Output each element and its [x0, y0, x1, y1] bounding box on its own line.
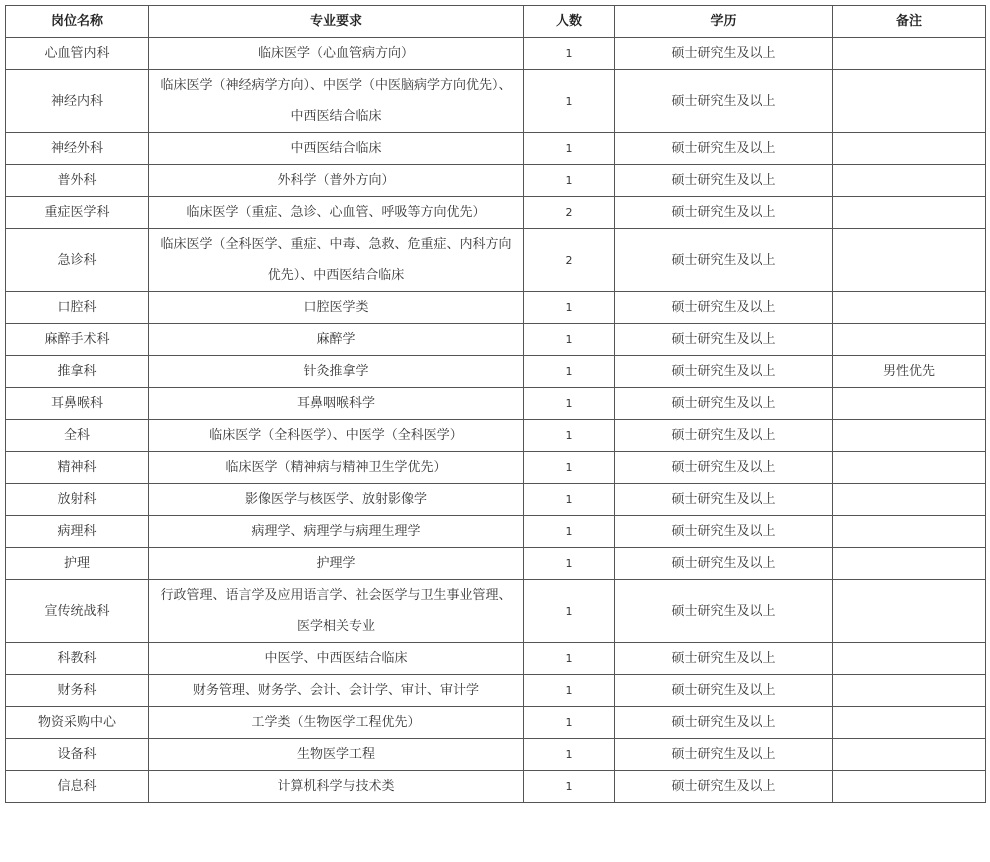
table-row: [6, 165, 986, 197]
cell-remarks: [833, 739, 986, 771]
table-row: [6, 324, 986, 356]
recruitment-table: [5, 5, 986, 803]
cell-remarks: [833, 516, 986, 548]
cell-major-requirement: 外科学（普外方向）: [149, 165, 524, 197]
cell-position-name: 耳鼻喉科: [6, 388, 149, 420]
cell-headcount: 1: [524, 739, 615, 771]
cell-major-requirement: 中西医结合临床: [149, 133, 524, 165]
cell-headcount: 1: [524, 324, 615, 356]
cell-major-requirement: 生物医学工程: [149, 739, 524, 771]
cell-education: 硕士研究生及以上: [615, 675, 833, 707]
cell-remarks: [833, 38, 986, 70]
table-row: [6, 675, 986, 707]
table-row: [6, 452, 986, 484]
cell-position-name: 推拿科: [6, 356, 149, 388]
cell-position-name: 设备科: [6, 739, 149, 771]
cell-major-requirement: 中医学、中西医结合临床: [149, 643, 524, 675]
cell-remarks: [833, 548, 986, 580]
cell-remarks: [833, 165, 986, 197]
table-row: [6, 38, 986, 70]
cell-headcount: 1: [524, 516, 615, 548]
cell-education: 硕士研究生及以上: [615, 739, 833, 771]
table-row: [6, 356, 986, 388]
cell-education: 硕士研究生及以上: [615, 324, 833, 356]
cell-education: 硕士研究生及以上: [615, 452, 833, 484]
cell-position-name: 病理科: [6, 516, 149, 548]
table-row: [6, 70, 986, 133]
cell-remarks: [833, 484, 986, 516]
cell-remarks: [833, 580, 986, 643]
cell-education: 硕士研究生及以上: [615, 165, 833, 197]
cell-position-name: 信息科: [6, 771, 149, 803]
cell-education: 硕士研究生及以上: [615, 771, 833, 803]
table-row: [6, 580, 986, 643]
cell-education: 硕士研究生及以上: [615, 292, 833, 324]
cell-remarks: [833, 133, 986, 165]
cell-remarks: [833, 675, 986, 707]
table-row: [6, 229, 986, 292]
cell-major-requirement: 临床医学（全科医学）、中医学（全科医学）: [149, 420, 524, 452]
cell-headcount: 1: [524, 388, 615, 420]
cell-major-requirement: 财务管理、财务学、会计、会计学、审计、审计学: [149, 675, 524, 707]
cell-major-requirement: 病理学、病理学与病理生理学: [149, 516, 524, 548]
cell-education: 硕士研究生及以上: [615, 356, 833, 388]
table-row: [6, 388, 986, 420]
cell-remarks: [833, 707, 986, 739]
cell-headcount: 2: [524, 197, 615, 229]
cell-headcount: 2: [524, 229, 615, 292]
table-row: [6, 133, 986, 165]
cell-position-name: 科教科: [6, 643, 149, 675]
cell-position-name: 护理: [6, 548, 149, 580]
cell-headcount: 1: [524, 292, 615, 324]
cell-position-name: 财务科: [6, 675, 149, 707]
cell-headcount: 1: [524, 38, 615, 70]
cell-major-requirement: 计算机科学与技术类: [149, 771, 524, 803]
cell-position-name: 重症医学科: [6, 197, 149, 229]
cell-headcount: 1: [524, 643, 615, 675]
cell-education: 硕士研究生及以上: [615, 388, 833, 420]
table-body: [6, 38, 986, 803]
cell-headcount: 1: [524, 771, 615, 803]
cell-headcount: 1: [524, 70, 615, 133]
cell-major-requirement: 护理学: [149, 548, 524, 580]
cell-position-name: 口腔科: [6, 292, 149, 324]
cell-education: 硕士研究生及以上: [615, 516, 833, 548]
table-row: [6, 484, 986, 516]
table-header-row: [6, 6, 986, 38]
header-remarks: 备注: [833, 6, 986, 38]
cell-position-name: 放射科: [6, 484, 149, 516]
cell-education: 硕士研究生及以上: [615, 707, 833, 739]
cell-major-requirement: 临床医学（精神病与精神卫生学优先）: [149, 452, 524, 484]
cell-headcount: 1: [524, 580, 615, 643]
cell-headcount: 1: [524, 452, 615, 484]
table-row: [6, 739, 986, 771]
cell-headcount: 1: [524, 707, 615, 739]
cell-major-requirement: 工学类（生物医学工程优先）: [149, 707, 524, 739]
table-row: [6, 292, 986, 324]
cell-major-requirement: 麻醉学: [149, 324, 524, 356]
cell-remarks: 男性优先: [833, 356, 986, 388]
cell-major-requirement: 临床医学（重症、急诊、心血管、呼吸等方向优先）: [149, 197, 524, 229]
cell-position-name: 神经内科: [6, 70, 149, 133]
cell-major-requirement: 临床医学（全科医学、重症、中毒、急救、危重症、内科方向优先）、中西医结合临床: [149, 229, 524, 292]
cell-position-name: 普外科: [6, 165, 149, 197]
cell-remarks: [833, 324, 986, 356]
cell-education: 硕士研究生及以上: [615, 38, 833, 70]
cell-headcount: 1: [524, 675, 615, 707]
table-row: [6, 197, 986, 229]
cell-position-name: 急诊科: [6, 229, 149, 292]
cell-headcount: 1: [524, 420, 615, 452]
cell-major-requirement: 行政管理、语言学及应用语言学、社会医学与卫生事业管理、医学相关专业: [149, 580, 524, 643]
cell-remarks: [833, 452, 986, 484]
cell-position-name: 全科: [6, 420, 149, 452]
cell-major-requirement: 临床医学（心血管病方向）: [149, 38, 524, 70]
cell-education: 硕士研究生及以上: [615, 580, 833, 643]
table-row: [6, 548, 986, 580]
header-major-requirement: 专业要求: [149, 6, 524, 38]
cell-headcount: 1: [524, 356, 615, 388]
cell-position-name: 心血管内科: [6, 38, 149, 70]
table-row: [6, 420, 986, 452]
cell-education: 硕士研究生及以上: [615, 229, 833, 292]
cell-position-name: 宣传统战科: [6, 580, 149, 643]
cell-education: 硕士研究生及以上: [615, 133, 833, 165]
cell-position-name: 神经外科: [6, 133, 149, 165]
cell-remarks: [833, 292, 986, 324]
cell-position-name: 精神科: [6, 452, 149, 484]
table-row: [6, 516, 986, 548]
cell-headcount: 1: [524, 133, 615, 165]
cell-education: 硕士研究生及以上: [615, 548, 833, 580]
header-headcount: 人数: [524, 6, 615, 38]
cell-education: 硕士研究生及以上: [615, 420, 833, 452]
cell-major-requirement: 口腔医学类: [149, 292, 524, 324]
cell-major-requirement: 临床医学（神经病学方向）、中医学（中医脑病学方向优先）、中西医结合临床: [149, 70, 524, 133]
table-row: [6, 643, 986, 675]
cell-education: 硕士研究生及以上: [615, 197, 833, 229]
cell-position-name: 麻醉手术科: [6, 324, 149, 356]
cell-remarks: [833, 420, 986, 452]
cell-remarks: [833, 388, 986, 420]
cell-major-requirement: 针灸推拿学: [149, 356, 524, 388]
header-education: 学历: [615, 6, 833, 38]
cell-remarks: [833, 643, 986, 675]
cell-education: 硕士研究生及以上: [615, 643, 833, 675]
cell-remarks: [833, 197, 986, 229]
cell-major-requirement: 影像医学与核医学、放射影像学: [149, 484, 524, 516]
table-row: [6, 771, 986, 803]
table-row: [6, 707, 986, 739]
cell-position-name: 物资采购中心: [6, 707, 149, 739]
cell-headcount: 1: [524, 165, 615, 197]
cell-education: 硕士研究生及以上: [615, 70, 833, 133]
header-position-name: 岗位名称: [6, 6, 149, 38]
cell-remarks: [833, 70, 986, 133]
cell-education: 硕士研究生及以上: [615, 484, 833, 516]
cell-remarks: [833, 771, 986, 803]
cell-remarks: [833, 229, 986, 292]
cell-headcount: 1: [524, 548, 615, 580]
cell-major-requirement: 耳鼻咽喉科学: [149, 388, 524, 420]
cell-headcount: 1: [524, 484, 615, 516]
